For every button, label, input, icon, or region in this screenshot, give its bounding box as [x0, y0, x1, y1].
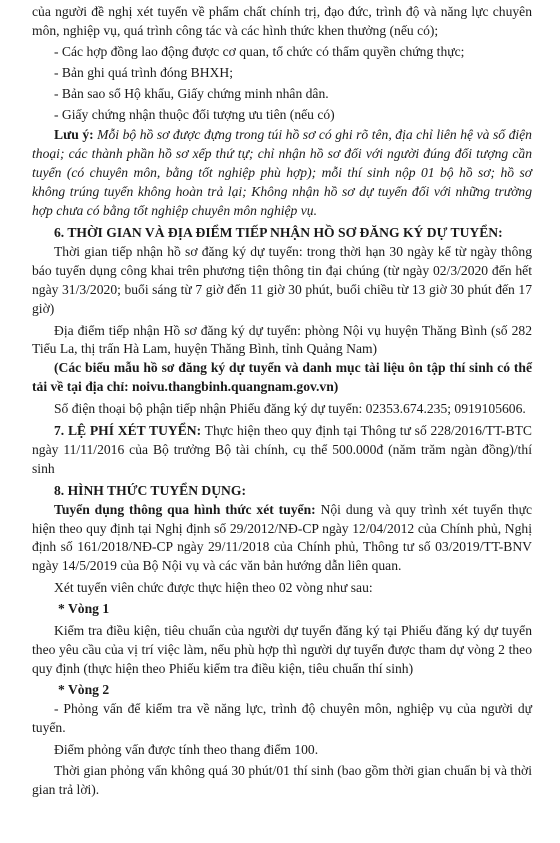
section-6-heading: 6. THỜI GIAN VÀ ĐỊA ĐIỂM TIẾP NHẬN HỒ SƠ ĐĂNG KÝ DỰ TUYỂN:: [54, 224, 503, 240]
section-6-phone: Số điện thoại bộ phận tiếp nhận Phiếu đăng ký dự tuyển: 02353.674.235; 0919105606.: [54, 401, 526, 417]
section-8-rounds: Xét tuyển viên chức được thực hiện theo 02 vòng như sau:: [54, 580, 373, 596]
note-text: Mỗi bộ hồ sơ được đựng trong túi hồ sơ có ghi rõ tên, địa chỉ liên hệ và số điện thoại; các thành phần hồ sơ xếp thứ tự; chỉ nhận hồ sơ đối với người đúng đối tượng cần tuyển (có chuyên môn, bằng tốt nghiệp phù hợp); mỗi thí sinh nộp 01 bộ hồ sơ; hồ sơ không trúng tuyển không hoàn trả lại; Không nhận hồ sơ dự tuyển đối với những trường hợp chưa có bằng tốt nghiệp chuyên môn nghiệp vụ.: [32, 127, 532, 219]
section-8-label: Tuyển dụng thông qua hình thức xét tuyển:: [54, 501, 316, 517]
note-label: Lưu ý:: [54, 127, 94, 143]
round-1-label: * Vòng 1: [58, 601, 110, 617]
section-7-label: 7. LỆ PHÍ XÉT TUYỂN:: [54, 423, 202, 439]
section-8-text: Nội dung và quy trình xét tuyển thực hiện theo quy định tại Nghị định số 29/2012/NĐ-CP ngày 12/04/2012 của Chính phủ, Nghị định số 161/2018/NĐ-CP ngày 29/11/2018 của Chính phủ, Thông tư số 03/2019/TT-BNV ngày 14/5/2019 của Bộ Nội vụ và các văn bản hướng dẫn liên quan.: [32, 501, 532, 574]
round-2-time: Thời gian phỏng vấn không quá 30 phút/01 thí sinh (bao gồm thời gian chuẩn bị và thời gian trả lời).: [32, 763, 532, 798]
section-7-paragraph: [32, 422, 532, 479]
section-8-paragraph: [32, 501, 532, 577]
bullet-item: - Bản ghi quá trình đóng BHXH;: [54, 64, 233, 80]
section-8-heading: 8. HÌNH THỨC TUYỂN DỤNG:: [54, 482, 246, 498]
section-6-time: Thời gian tiếp nhận hồ sơ đăng ký dự tuyển: trong thời hạn 30 ngày kể từ ngày thông báo tuyển dụng công khai trên phương tiện thông tin đại chúng (từ ngày 02/3/2020 đến hết ngày 31/3/2020; buổi sáng từ 7 giờ đến 11 giờ 30 phút, buổi chiều từ 13 giờ 30 phút đến 17 giờ): [32, 243, 532, 316]
round-1-text: Kiểm tra điều kiện, tiêu chuẩn của người dự tuyển đăng ký tại Phiếu đăng ký dự tuyển theo yêu cầu của vị trí việc làm, nếu phù hợp thì người dự tuyển được tham dự vòng 2 theo quy định (thực hiện theo Phiếu kiểm tra điều kiện, tiêu chuẩn thí sinh): [32, 623, 532, 676]
section-6-forms: (Các biểu mẫu hồ sơ đăng ký dự tuyển và danh mục tài liệu ôn tập thí sinh có thể tải về tại địa chỉ: noivu.thangbinh.quangnam.gov.vn): [32, 360, 532, 395]
round-2-label: * Vòng 2: [58, 681, 110, 697]
intro-paragraph: của người đề nghị xét tuyển về phẩm chất chính trị, đạo đức, trình độ và năng lực chuyên môn, nghiệp vụ, quá trình công tác và các hình thức khen thưởng (nếu có);: [32, 4, 532, 38]
round-2-text: - Phỏng vấn để kiểm tra về năng lực, trình độ chuyên môn, nghiệp vụ của người dự tuyển.: [32, 700, 532, 735]
round-2-score: Điểm phỏng vấn được tính theo thang điểm 100.: [54, 741, 319, 757]
bullet-item: - Bản sao sổ Hộ khẩu, Giấy chứng minh nhân dân.: [54, 85, 329, 101]
section-7-text: Thực hiện theo quy định tại Thông tư số 228/2016/TT-BTC ngày 11/11/2016 của Bộ trưởng Bộ tài chính, cụ thể 500.000đ (năm trăm ngàn đồng)/thí sinh: [32, 423, 532, 476]
section-6-place: Địa điểm tiếp nhận Hồ sơ đăng ký dự tuyển: phòng Nội vụ huyện Thăng Bình (số 282 Tiểu La, thị trấn Hà Lam, huyện Thăng Bình, tỉnh Quảng Nam): [32, 322, 532, 357]
note-paragraph: [32, 126, 532, 221]
bullet-item: - Giấy chứng nhận thuộc đối tượng ưu tiên (nếu có): [54, 106, 335, 122]
bullet-item: - Các hợp đồng lao động được cơ quan, tổ chức có thẩm quyền chứng thực;: [54, 43, 465, 59]
